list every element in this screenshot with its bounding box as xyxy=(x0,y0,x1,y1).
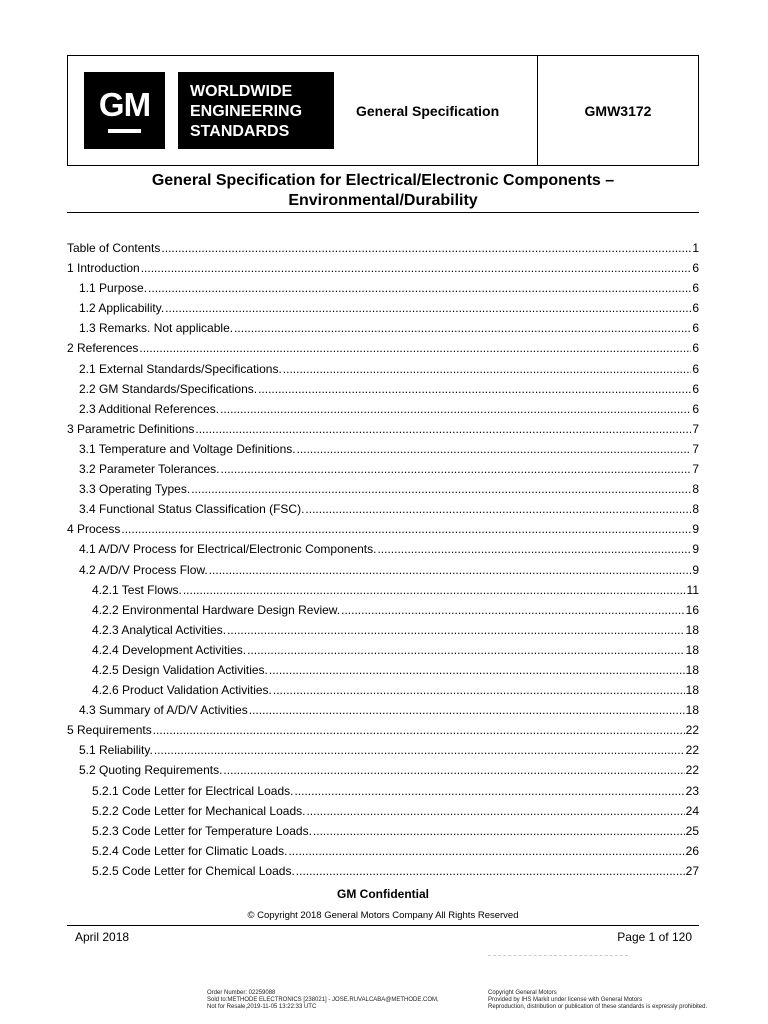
toc-entry-page: 26 xyxy=(685,843,699,858)
license-line: Provided by IHS Markit under license with General Motors xyxy=(488,997,643,1003)
toc-leader-dots xyxy=(341,603,685,617)
header-box xyxy=(67,55,699,166)
toc-entry[interactable] xyxy=(67,442,699,462)
toc-entry-page: 6 xyxy=(692,341,699,356)
toc-entry-label: 4 Process xyxy=(67,522,121,537)
toc-entry-label: Table of Contents xyxy=(67,241,161,255)
toc-entry-label: 3.1 Temperature and Voltage Definitions. xyxy=(79,441,296,456)
toc-entry-label: 3.2 Parameter Tolerances. xyxy=(79,462,220,477)
toc-entry[interactable] xyxy=(67,422,699,442)
toc-entry-page: 6 xyxy=(692,321,699,336)
toc-entry-label: 4.3 Summary of A/D/V Activities xyxy=(79,703,248,718)
toc-entry-label: 5.2.2 Code Letter for Mechanical Loads. xyxy=(92,803,306,818)
toc-leader-dots xyxy=(294,784,684,798)
toc-leader-dots xyxy=(269,663,685,677)
toc-entry-label: 3 Parametric Definitions xyxy=(67,421,195,436)
toc-leader-dots xyxy=(148,281,691,295)
title-line: General Specification for Electrical/Electronic Components – xyxy=(151,172,615,189)
toc-entry[interactable] xyxy=(67,784,699,804)
toc-entry[interactable] xyxy=(67,643,699,663)
toc-entry[interactable] xyxy=(67,683,699,703)
toc-entry-label: 5 Requirements xyxy=(67,723,152,738)
toc-entry-label: 4.2.6 Product Validation Activities. xyxy=(92,683,272,698)
toc-entry-page: 16 xyxy=(685,602,699,617)
toc-leader-dots xyxy=(141,261,692,275)
toc-entry[interactable] xyxy=(67,623,699,643)
toc-entry-label: 5.2.4 Code Letter for Climatic Loads. xyxy=(92,843,288,858)
toc-entry[interactable] xyxy=(67,542,699,562)
toc-entry-page: 9 xyxy=(692,542,699,557)
toc-entry-label: 2.1 External Standards/Specifications. xyxy=(79,361,282,376)
order-line: Not for Resale,2019-11-05 13:22:33 UTC xyxy=(207,1004,317,1010)
page-number: Page 1 of 120 xyxy=(617,930,692,944)
toc-entry[interactable] xyxy=(67,502,699,522)
toc-entry[interactable] xyxy=(67,321,699,341)
toc-leader-dots xyxy=(296,864,685,878)
toc-entry[interactable] xyxy=(67,743,699,763)
toc-leader-dots xyxy=(121,522,691,536)
toc-entry[interactable] xyxy=(67,603,699,623)
toc-leader-dots xyxy=(313,824,685,838)
toc-entry[interactable] xyxy=(67,382,699,402)
worldwide-standards-badge xyxy=(178,72,334,149)
toc-leader-dots xyxy=(377,542,691,556)
toc-leader-dots xyxy=(273,683,685,697)
toc-leader-dots xyxy=(283,362,692,376)
toc-entry-label: 5.2.3 Code Letter for Temperature Loads. xyxy=(92,823,312,838)
toc-entry[interactable] xyxy=(67,402,699,422)
toc-entry[interactable] xyxy=(67,563,699,583)
toc-entry-page: 18 xyxy=(685,642,699,657)
title-line: Environmental/Durability xyxy=(288,192,478,209)
toc-entry-page: 18 xyxy=(685,683,699,698)
toc-entry-page: 23 xyxy=(685,783,699,798)
toc-entry-label: 1.3 Remarks. Not applicable. xyxy=(79,321,234,336)
toc-entry-label: 3.4 Functional Status Classification (FSC). xyxy=(79,502,305,517)
toc-entry[interactable] xyxy=(67,462,699,482)
toc-entry[interactable] xyxy=(67,301,699,321)
toc-entry-page: 7 xyxy=(692,441,699,456)
toc-entry-label: 4.2.2 Environmental Hardware Design Review. xyxy=(92,602,341,617)
toc-entry-page: 6 xyxy=(692,301,699,316)
toc-entry[interactable] xyxy=(67,864,699,884)
toc-entry-label: 1 Introduction xyxy=(67,261,140,276)
toc-entry-page: 18 xyxy=(685,703,699,718)
toc-entry-page: 7 xyxy=(692,421,699,436)
toc-entry-label: 4.1 A/D/V Process for Electrical/Electronic Components. xyxy=(79,542,377,557)
toc-entry[interactable] xyxy=(67,663,699,683)
toc-entry[interactable] xyxy=(67,844,699,864)
toc-entry[interactable] xyxy=(67,703,699,723)
toc-entry-label: 2.3 Additional References. xyxy=(79,401,220,416)
order-info xyxy=(207,990,439,1011)
toc-entry-label: 2 References xyxy=(67,341,139,356)
toc-entry[interactable] xyxy=(67,482,699,502)
toc-entry[interactable] xyxy=(67,261,699,281)
toc-leader-dots xyxy=(227,623,685,637)
toc-entry-label: 4.2.3 Analytical Activities. xyxy=(92,622,227,637)
toc-leader-dots xyxy=(297,442,692,456)
toc-entry-label: 5.2.1 Code Letter for Electrical Loads. xyxy=(92,783,294,798)
toc-leader-dots xyxy=(247,643,685,657)
license-info xyxy=(488,990,707,1011)
toc-leader-dots xyxy=(161,241,691,255)
order-line: Sold to:METHODE ELECTRONICS [238021] - JOSE.RUVALCABA@METHODE.COM, xyxy=(207,997,439,1003)
copyright-notice: © Copyright 2018 General Motors Company All Rights Reserved xyxy=(247,910,519,921)
toc-entry-page: 9 xyxy=(692,522,699,537)
toc-entry-page: 6 xyxy=(692,281,699,296)
toc-entry-label: 4.2.4 Development Activities. xyxy=(92,642,247,657)
toc-entry-page: 6 xyxy=(692,261,699,276)
toc-leader-dots xyxy=(306,804,684,818)
toc-leader-dots xyxy=(191,482,691,496)
license-line: Copyright General Motors xyxy=(488,990,557,996)
toc-leader-dots xyxy=(258,382,691,396)
gm-logo-bar xyxy=(108,129,141,133)
toc-entry[interactable] xyxy=(67,341,699,361)
toc-entry-label: 5.2 Quoting Requirements. xyxy=(79,763,223,778)
toc-entry[interactable] xyxy=(67,362,699,382)
toc-entry-page: 1 xyxy=(692,241,699,255)
toc-leader-dots xyxy=(154,743,685,757)
document-title xyxy=(67,171,699,211)
toc-entry-label: 4.2.5 Design Validation Activities. xyxy=(92,662,268,677)
toc-entry-page: 8 xyxy=(692,482,699,497)
license-line: Reproduction, distribution or publication of these standards is expressly prohibited. xyxy=(488,1004,708,1010)
toc-entry-label: 3.3 Operating Types. xyxy=(79,482,191,497)
toc-entry-page: 24 xyxy=(685,803,699,818)
order-line: Order Number: 02259088 xyxy=(207,990,276,996)
title-rule xyxy=(67,212,699,213)
confidential-label: GM Confidential xyxy=(337,887,429,901)
table-of-contents xyxy=(67,241,699,884)
toc-entry-page: 25 xyxy=(685,823,699,838)
toc-entry-label: 1.1 Purpose. xyxy=(79,281,148,296)
toc-entry-page: 11 xyxy=(686,582,699,597)
toc-leader-dots xyxy=(153,723,685,737)
toc-leader-dots xyxy=(139,341,691,355)
toc-entry[interactable] xyxy=(67,241,699,261)
toc-entry-label: 1.2 Applicability. xyxy=(79,301,165,316)
toc-entry-page: 22 xyxy=(685,763,699,778)
document-number: GMW3172 xyxy=(584,103,652,119)
toc-leader-dots xyxy=(305,502,691,516)
toc-leader-dots xyxy=(220,402,691,416)
gm-logo xyxy=(84,72,165,149)
faint-mark xyxy=(488,955,628,959)
toc-entry[interactable] xyxy=(67,804,699,824)
toc-entry-page: 27 xyxy=(685,863,699,878)
toc-entry[interactable] xyxy=(67,723,699,743)
toc-leader-dots xyxy=(223,763,684,777)
toc-entry-label: 2.2 GM Standards/Specifications. xyxy=(79,381,258,396)
toc-entry-page: 22 xyxy=(685,743,699,758)
standards-line: ENGINEERING xyxy=(190,103,303,120)
standards-line: WORLDWIDE xyxy=(190,83,293,100)
toc-leader-dots xyxy=(195,422,691,436)
toc-entry-page: 18 xyxy=(685,622,699,637)
toc-entry-page: 6 xyxy=(692,401,699,416)
toc-entry[interactable] xyxy=(67,281,699,301)
spec-type: General Specification xyxy=(356,103,500,119)
toc-entry-page: 18 xyxy=(685,662,699,677)
toc-entry-label: 4.2.1 Test Flows. xyxy=(92,582,182,597)
toc-leader-dots xyxy=(221,462,692,476)
toc-leader-dots xyxy=(288,844,684,858)
toc-entry-label: 5.1 Reliability. xyxy=(79,743,153,758)
toc-entry-page: 9 xyxy=(692,562,699,577)
toc-entry[interactable] xyxy=(67,824,699,844)
toc-entry[interactable] xyxy=(67,583,699,603)
toc-entry-page: 7 xyxy=(692,462,699,477)
toc-leader-dots xyxy=(183,583,686,597)
toc-entry-label: 5.2.5 Code Letter for Chemical Loads. xyxy=(92,863,295,878)
toc-entry[interactable] xyxy=(67,522,699,542)
gm-logo-text: GM xyxy=(98,86,151,123)
standards-line: STANDARDS xyxy=(190,123,290,140)
toc-entry-page: 6 xyxy=(692,361,699,376)
footer-rule xyxy=(67,925,699,926)
toc-leader-dots xyxy=(249,703,685,717)
toc-leader-dots xyxy=(234,321,691,335)
toc-entry-page: 6 xyxy=(692,381,699,396)
toc-entry[interactable] xyxy=(67,763,699,783)
footer-date: April 2018 xyxy=(75,930,130,944)
toc-entry-label: 4.2 A/D/V Process Flow. xyxy=(79,562,208,577)
toc-entry-page: 8 xyxy=(692,502,699,517)
toc-entry-page: 22 xyxy=(685,723,699,738)
toc-leader-dots xyxy=(165,301,691,315)
toc-leader-dots xyxy=(209,563,692,577)
